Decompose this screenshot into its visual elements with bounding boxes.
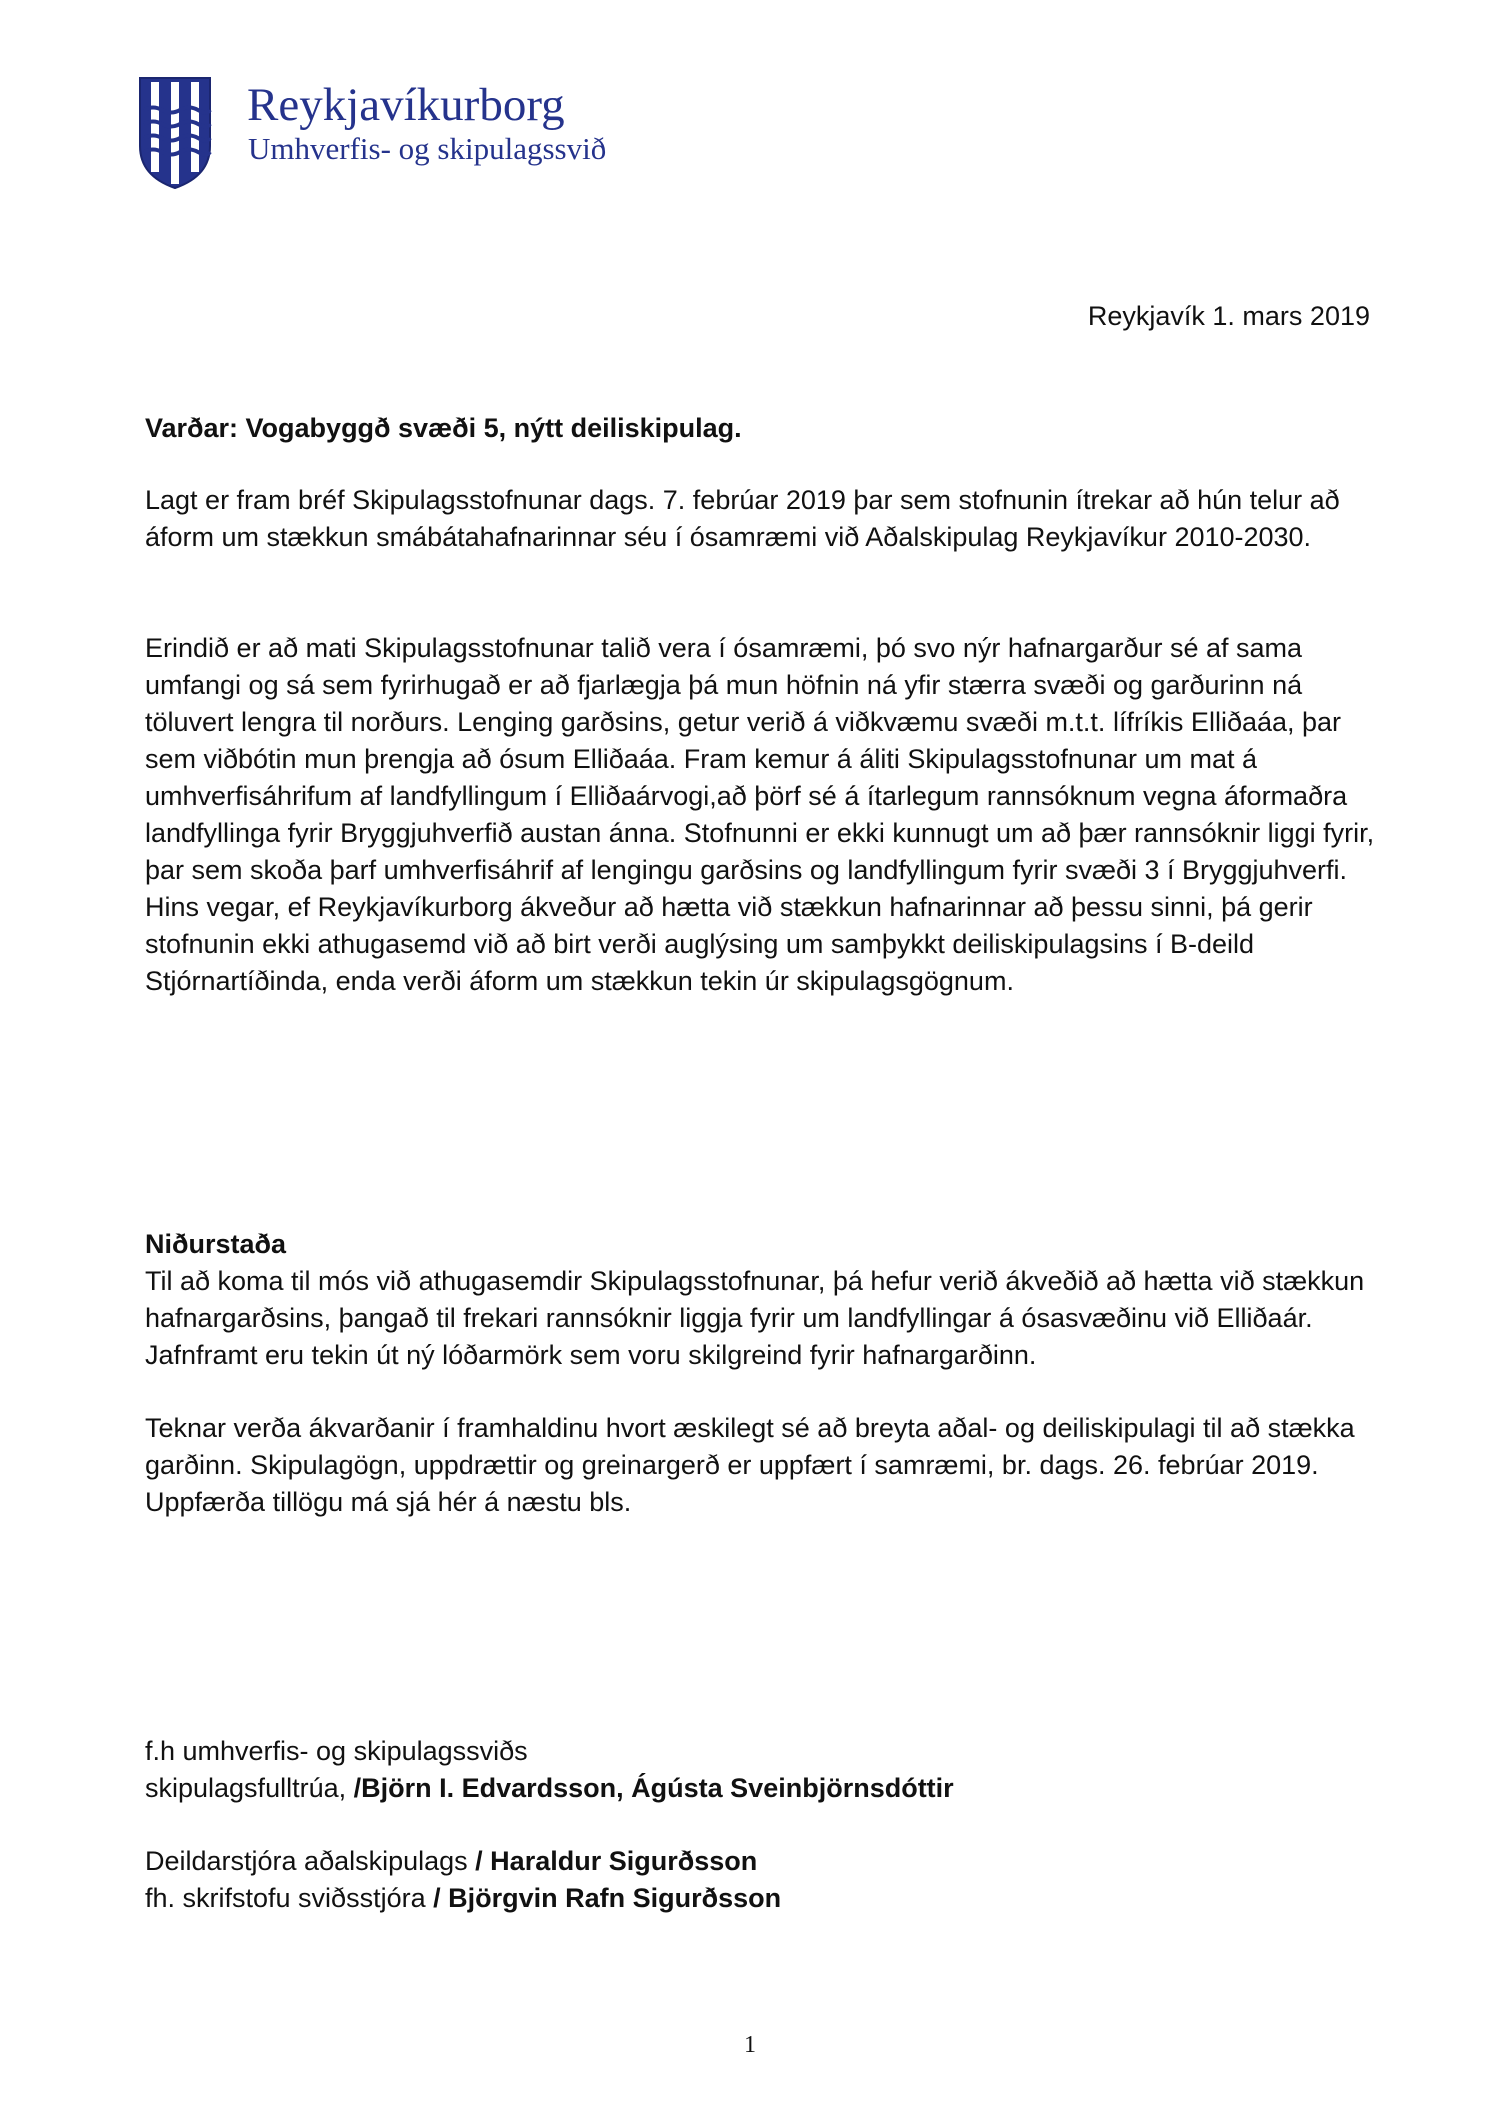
signature-role: skipulagsfulltrúa,	[145, 1773, 354, 1803]
signature-line-4	[145, 1880, 781, 1917]
conclusion-heading: Niðurstaða	[145, 1229, 287, 1259]
signature-names: /Björn I. Edvardsson, Ágústa Sveinbjörnsdóttir	[353, 1773, 954, 1803]
body-paragraph-1: Lagt er fram bréf Skipulagsstofnunar dags. 7. febrúar 2019 þar sem stofnunin ítrekar að hún telur að áform um stækkun smábátahafnarinnar séu í ósamræmi við Aðalskipulag Reykjavíkur 2010-2030.	[145, 485, 1340, 552]
conclusion-paragraph-2: Teknar verða ákvarðanir í framhaldinu hvort æskilegt sé að breyta aðal- og deiliskipulagi til að stækka garðinn. Skipulagögn, uppdrættir og greinargerð er uppfært í samræmi, br. dags. 26. febrúar 2019. Uppfærða tillögu má sjá hér á næstu bls.	[145, 1413, 1355, 1517]
reykjavik-shield-icon	[138, 76, 212, 190]
signature-names: / Björgvin Rafn Sigurðsson	[433, 1883, 782, 1913]
signature-role: Deildarstjóra aðalskipulags	[145, 1846, 476, 1876]
page-number: 1	[744, 2032, 756, 2058]
body-paragraph-2: Erindið er að mati Skipulagsstofnunar talið vera í ósamræmi, þó svo nýr hafnargarður sé af sama umfangi og sá sem fyrirhugað er að fjarlægja þá mun höfnin ná yfir stærra svæði og garðurinn ná töluvert lengra til norðurs. Lenging garðsins, getur verið á viðkvæmu svæði m.t.t. lífríkis Elliðaáa, þar sem viðbótin mun þrengja að ósum Elliðaáa. Fram kemur á áliti Skipulagsstofnunar um mat á umhverfisáhrifum af landfyllingum í Elliðaárvogi,að þörf sé á ítarlegum rannsóknum vegna áformaðra landfyllinga fyrir Bryggjuhverfið austan ánna. Stofnunni er ekki kunnugt um að þær rannsóknir liggi fyrir, þar sem skoða þarf umhverfisáhrif af lengingu garðsins og landfyllingum fyrir svæði 3 í Bryggjuhverfi. Hins vegar, ef Reykjavíkurborg ákveður að hætta við stækkun hafnarinnar að þessu sinni, þá gerir stofnunin ekki athugasemd við að birt verði auglýsing um samþykkt deiliskipulagsins í B-deild Stjórnartíðinda, enda verði áform um stækkun tekin úr skipulagsgögnum.	[145, 633, 1375, 996]
department-name: Umhverfis- og skipulagssvið	[248, 131, 607, 166]
signature-line-2	[145, 1770, 954, 1807]
signature-line-1	[145, 1733, 528, 1770]
conclusion-paragraph-1: Til að koma til mós við athugasemdir Skipulagsstofnunar, þá hefur verið ákveðið að hætta við stækkun hafnargarðsins, þangað til frekari rannsóknir liggja fyrir um landfyllingar á ósasvæðinu við Elliðaár. Jafnframt eru tekin út ný lóðarmörk sem voru skilgreind fyrir hafnargarðinn.	[145, 1266, 1365, 1370]
signature-unit: f.h umhverfis- og skipulagssviðs	[145, 1736, 528, 1766]
org-name: Reykjavíkurborg	[247, 79, 565, 131]
signature-names: / Haraldur Sigurðsson	[475, 1846, 758, 1876]
letter-date: Reykjavík 1. mars 2019	[1087, 301, 1370, 331]
letter-subject: Varðar: Vogabyggð svæði 5, nýtt deiliskipulag.	[145, 413, 742, 443]
signature-line-3	[145, 1843, 757, 1880]
signature-role: fh. skrifstofu sviðsstjóra	[145, 1883, 434, 1913]
